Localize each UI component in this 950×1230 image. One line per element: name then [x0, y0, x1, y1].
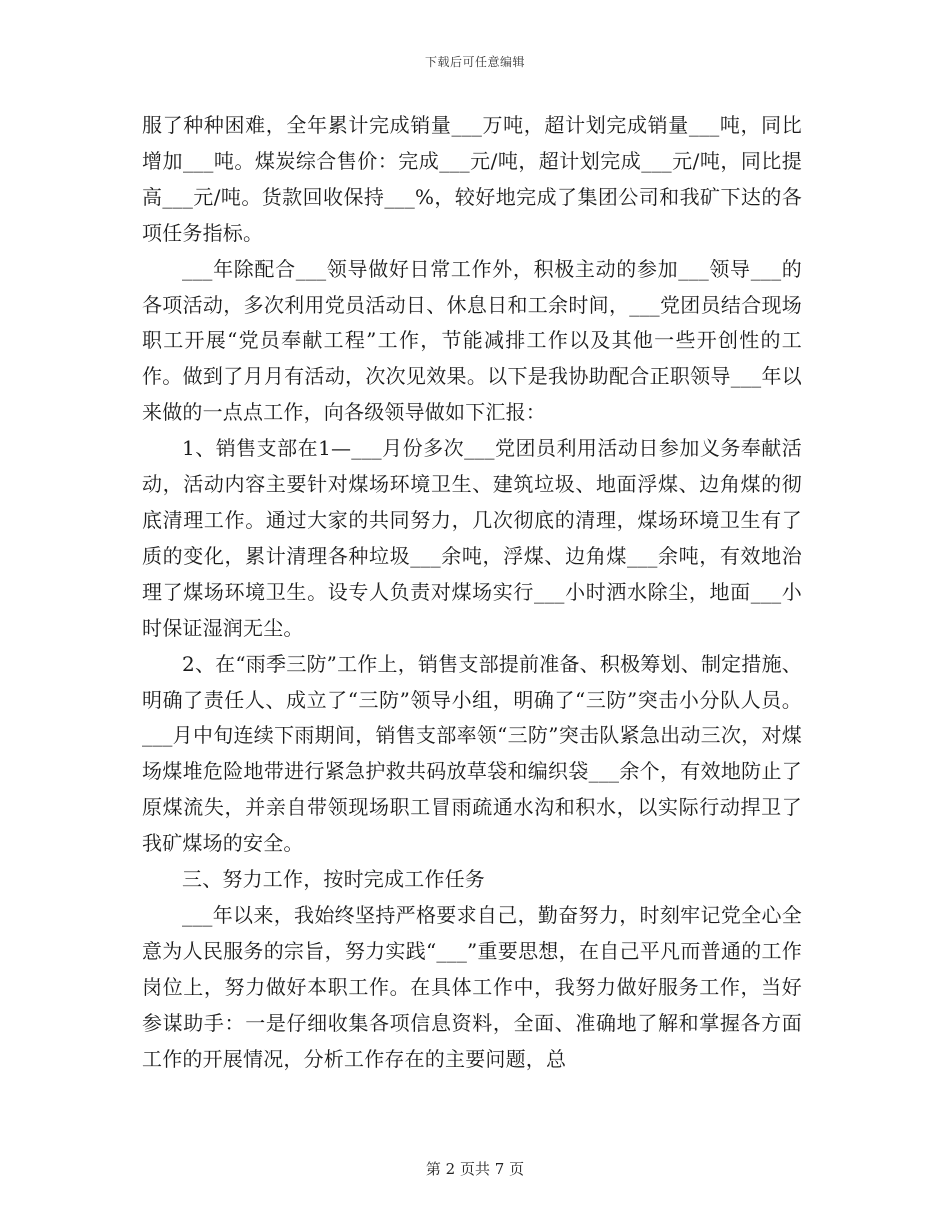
- paragraph-4: 2、在“雨季三防”工作上，销售支部提前准备、积极筹划、制定措施、明确了责任人、成立了“三防”领导小组，明确了“三防”突击小分队人员。___月中旬连续下雨期间，销售支部率领“三防”突击队紧急出动三次，对煤场煤堆危险地带进行紧急护救共码放草袋和编织袋___余个，有效地防止了原煤流失，并亲自带领现场职工冒雨疏通水沟和积水，以实际行动捍卫了我矿煤场的安全。: [142, 651, 802, 856]
- paragraph-5: ___年以来，我始终坚持严格要求自己，勤奋努力，时刻牢记党全心全意为人民服务的宗旨，努力实践“___”重要思想，在自己平凡而普通的工作岗位上，努力做好本职工作。在具体工作中，我努力做好服务工作，当好参谋助手：一是仔细收集各项信息资料，全面、准确地了解和掌握各方面工作的开展情况，分析工作存在的主要问题，总: [142, 902, 802, 1071]
- paragraph-3: 1、销售支部在1—___月份多次___党团员利用活动日参加义务奉献活动，活动内容主要针对煤场环境卫生、建筑垃圾、地面浮煤、边角煤的彻底清理工作。通过大家的共同努力，几次彻底的清理，煤场环境卫生有了质的变化，累计清理各种垃圾___余吨，浮煤、边角煤___余吨，有效地治理了煤场环境卫生。设专人负责对煤场实行___小时洒水除尘，地面___小时保证湿润无尘。: [142, 436, 802, 640]
- document-body: [142, 108, 802, 1077]
- page-footer: 第 2 页共 7 页: [425, 1160, 525, 1178]
- paragraph-2: ___年除配合___领导做好日常工作外，积极主动的参加___领导___的各项活动，多次利用党员活动日、休息日和工余时间，___党团员结合现场职工开展“党员奉献工程”工作，节能减排工作以及其他一些开创性的工作。做到了月月有活动，次次见效果。以下是我协助配合正职领导___年以来做的一点点工作，向各级领导做如下汇报：: [142, 256, 802, 425]
- paragraph-1: 服了种种困难，全年累计完成销量___万吨，超计划完成销量___吨，同比增加___吨。煤炭综合售价：完成___元/吨，超计划完成___元/吨，同比提高___元/吨。货款回收保持___%，较好地完成了集团公司和我矿下达的各项任务指标。: [142, 113, 802, 245]
- page-header: 下载后可任意编辑: [424, 55, 525, 69]
- section-heading: 三、努力工作，按时完成工作任务: [182, 867, 485, 892]
